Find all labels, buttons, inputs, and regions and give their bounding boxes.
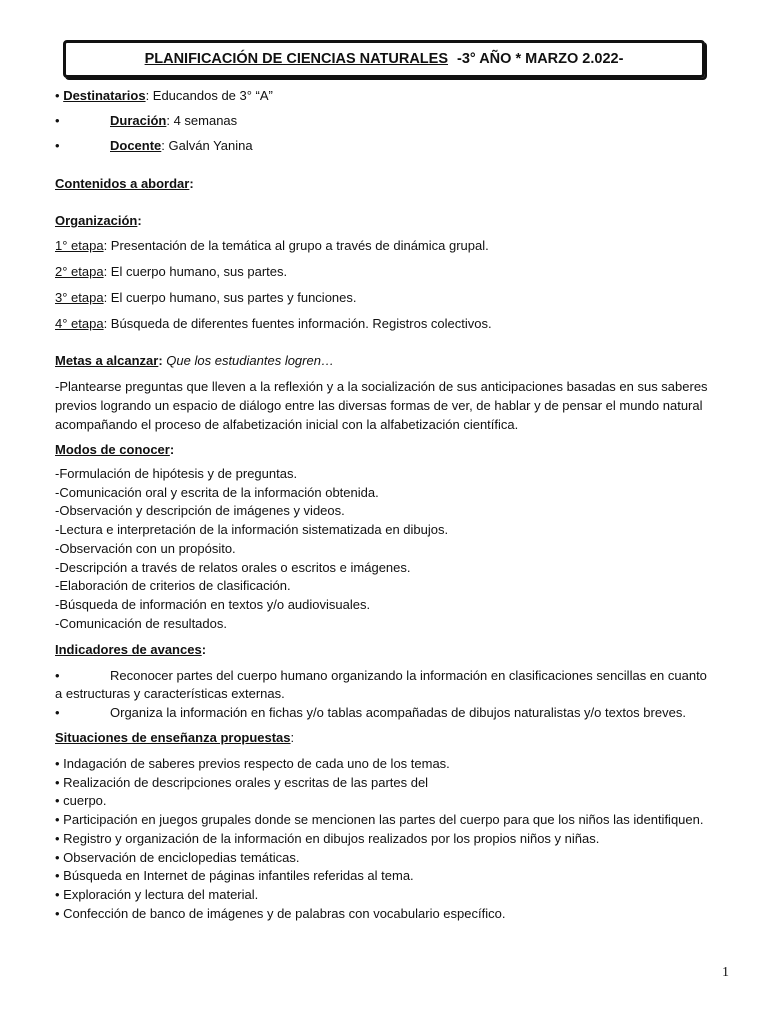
metas-label: Metas a alcanzar — [55, 353, 159, 368]
metas-heading — [55, 352, 334, 370]
metas-text: -Plantearse preguntas que lleven a la reflexión y a la socialización de sus anticipaciones basadas en sus saberes previos logrando un espacio de diálogo entre las diversas formas de ver, de hablar y de pensar el mundo natural acompañando el proceso de alfabetización inicial con la alfabetización científica. — [55, 379, 708, 432]
heading-colon: : — [137, 213, 142, 228]
modos-list — [55, 465, 715, 633]
modos-label: Modos de conocer — [55, 442, 170, 457]
contenidos-heading — [55, 175, 194, 193]
meta-docente — [55, 137, 655, 155]
bullet: • — [55, 88, 60, 103]
list-item: • Búsqueda en Internet de páginas infantiles referidas al tema. — [55, 868, 414, 884]
indicador-text: Reconocer partes del cuerpo humano organizando la información en clasificaciones sencillas en cuanto a estructuras y características externas. — [55, 668, 707, 701]
situaciones-list — [55, 755, 715, 923]
list-item: -Comunicación de resultados. — [55, 615, 227, 631]
meta-duracion — [55, 112, 655, 130]
etapa-label: 3° etapa — [55, 290, 104, 305]
meta-label: Duración — [110, 113, 167, 128]
list-item: -Búsqueda de información en textos y/o audiovisuales. — [55, 596, 371, 612]
situaciones-label: Situaciones de enseñanza propuestas — [55, 730, 291, 745]
etapa-1 — [55, 237, 489, 255]
meta-label: Docente — [110, 138, 162, 153]
modos-heading — [55, 441, 174, 459]
list-item: -Formulación de hipótesis y de preguntas. — [55, 466, 298, 481]
meta-value: : Educandos de 3° “A” — [145, 88, 273, 103]
list-item: • Indagación de saberes previos respecto de cada uno de los temas. — [55, 756, 450, 771]
organizacion-label: Organización — [55, 213, 138, 228]
list-item: -Elaboración de criterios de clasificación. — [55, 578, 291, 594]
etapa-text: : El cuerpo humano, sus partes y funciones. — [103, 290, 357, 305]
indicador-text: Organiza la información en fichas y/o tablas acompañadas de dibujos naturalistas y/o textos breves. — [110, 705, 686, 720]
heading-colon: : — [158, 353, 163, 368]
meta-destinatarios — [55, 87, 273, 105]
situaciones-heading — [55, 729, 294, 747]
list-item: • Exploración y lectura del material. — [55, 886, 259, 902]
list-item: -Lectura e interpretación de la información sistematizada en dibujos. — [55, 522, 449, 538]
etapa-label: 2° etapa — [55, 264, 104, 279]
list-item: -Observación con un propósito. — [55, 540, 236, 556]
etapa-3 — [55, 289, 357, 307]
heading-colon: : — [169, 442, 175, 457]
list-item: • cuerpo. — [55, 793, 107, 809]
title-box — [63, 40, 705, 78]
bullet: • — [55, 113, 60, 128]
metas-intro: Que los estudiantes logren… — [162, 353, 334, 368]
list-item: -Comunicación oral y escrita de la información obtenida. — [55, 484, 379, 500]
meta-value: : 4 semanas — [166, 113, 238, 128]
etapa-4 — [55, 315, 492, 333]
etapa-text: : Presentación de la temática al grupo a través de dinámica grupal. — [103, 238, 489, 253]
list-item: • Confección de banco de imágenes y de palabras con vocabulario específico. — [55, 905, 506, 921]
etapa-text: : El cuerpo humano, sus partes. — [103, 264, 288, 279]
contenidos-label: Contenidos a abordar — [55, 176, 190, 191]
etapa-label: 1° etapa — [55, 238, 104, 253]
bullet: • — [55, 668, 60, 683]
organizacion-heading — [55, 212, 142, 230]
heading-colon: : — [189, 176, 194, 191]
list-item: • Observación de enciclopedias temáticas. — [55, 849, 300, 865]
bullet: • — [55, 705, 60, 720]
meta-label: Destinatarios — [63, 88, 146, 103]
indicador-item — [55, 667, 715, 703]
heading-colon: : — [201, 642, 207, 657]
indicador-item — [55, 704, 715, 722]
list-item: • Participación en juegos grupales donde se mencionen las partes del cuerpo para que los niños las identifiquen. — [55, 812, 704, 828]
meta-value: : Galván Yanina — [161, 138, 253, 153]
indicadores-heading — [55, 641, 206, 659]
list-item: • Registro y organización de la información en dibujos realizados por los propios niños y niñas. — [55, 830, 600, 846]
title-rest: -3° AÑO * MARZO 2.022- — [457, 51, 624, 67]
etapa-text: : Búsqueda de diferentes fuentes información. Registros colectivos. — [103, 316, 492, 331]
heading-colon: : — [290, 730, 295, 745]
indicadores-label: Indicadores de avances — [55, 642, 202, 657]
page-number: 1 — [722, 965, 729, 980]
etapa-2 — [55, 263, 287, 281]
list-item: • Realización de descripciones orales y escritas de las partes del — [55, 774, 429, 790]
list-item: -Observación y descripción de imágenes y videos. — [55, 503, 345, 519]
list-item: -Descripción a través de relatos orales o escritos e imágenes. — [55, 559, 411, 575]
title-main: PLANIFICACIÓN DE CIENCIAS NATURALES — [144, 51, 449, 67]
bullet: • — [55, 138, 60, 153]
etapa-label: 4° etapa — [55, 316, 104, 331]
